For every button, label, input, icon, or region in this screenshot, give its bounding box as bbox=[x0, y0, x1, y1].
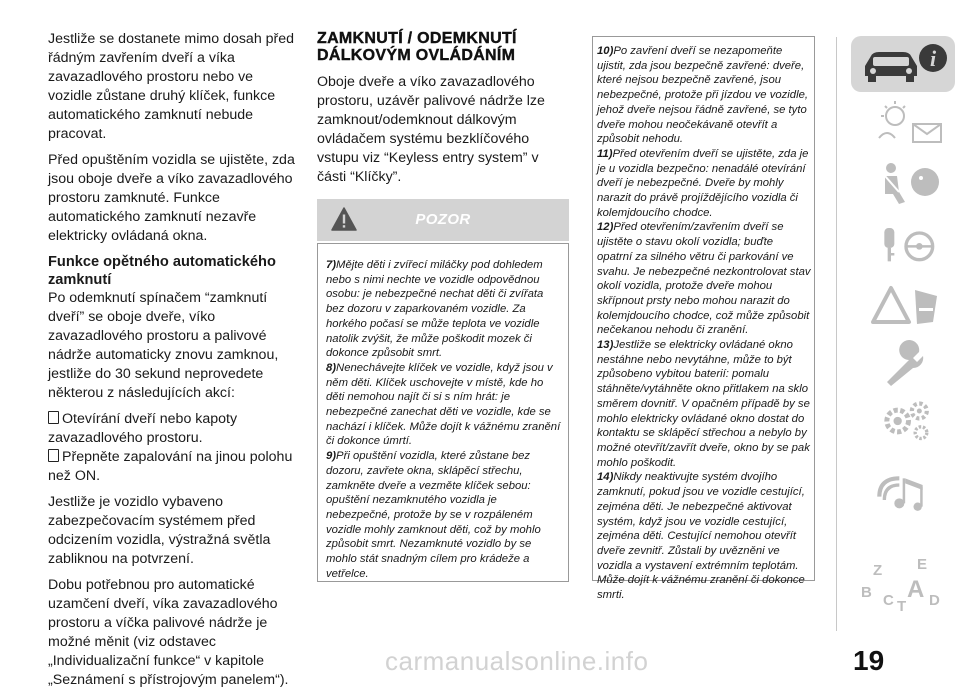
warning-note bbox=[326, 258, 564, 361]
bullet-text: Přepněte zapalování na jinou polohu než ON. bbox=[48, 449, 293, 484]
warning-note bbox=[597, 470, 811, 602]
note-number: 9) bbox=[326, 450, 337, 463]
index-letter: E bbox=[917, 556, 928, 573]
note-number: 8) bbox=[326, 361, 337, 374]
note-text: Nikdy neaktivujte systém dvojího zamknutí, pokud jsou ve vozidle cestující, zejména děti. Je nebezpečné aktivovat systém, když jsou ve vozidle cestující, zejména děti. Cestující nemohou otevřít dveře zevnitř. Zůstali by uvězněni ve vozidla a vystavení extrémním teplotám. Může dojít k vážnému zranění či dokonce smrti. bbox=[597, 471, 805, 602]
warning-note bbox=[597, 147, 811, 221]
alphabet-index-icon[interactable] bbox=[851, 556, 951, 626]
multimedia-music-icon[interactable] bbox=[851, 470, 951, 520]
note-number: 14) bbox=[597, 471, 614, 484]
note-text: Před otevřením dveří se ujistěte, zda je je u vozidla bezpečno: nenadálé otevírání dveří je nebezpečné. Dveře by mohly narazit do právě projíždějícího vozidla či kolemjdoucího chodce. bbox=[597, 147, 809, 219]
key-steering-wheel-icon[interactable] bbox=[851, 218, 951, 268]
page-number: 19 bbox=[853, 645, 885, 676]
warning-note bbox=[326, 449, 564, 581]
note-text: Při opuštění vozidla, které zůstane bez dozoru, zavřete okna, sklápěcí střechu, zamkněte dveře a vezměte klíček sebou: opuštění nezamknutého vozidla je nebezpečné, protože by se v rozpáleném vozidle mohly zamknout děti, což by mohlo způsobit smrt. Nezamknuté vozidlo by se mohlo stát snadným cílem pro krádeže a vetřelce. bbox=[326, 450, 541, 580]
index-letter: B bbox=[861, 584, 872, 601]
heading-auto-relock: Funkce opětného automatického zamknutí bbox=[48, 254, 276, 288]
note-number: 11) bbox=[597, 147, 613, 160]
note-number: 10) bbox=[597, 45, 614, 57]
warning-notes-continued bbox=[597, 44, 811, 603]
note-text: Nenechávejte klíček ve vozidle, když jsou v něm děti. Klíček uschovejte v místě, kde ho děti nemohou najít či si s ním hrát: je nebezpečné zanechat děti ve vozidle, kde se nachází i klíček. Může dojít k vážnému zranění či dokonce úmrtí. bbox=[326, 361, 561, 448]
warning-box-continued bbox=[592, 36, 815, 602]
note-text: Jestliže se elektricky ovládané okno nestáhne nebo nevytáhne, může to být způsobeno vybitou baterií: pomalu stáhněte/vytáhněte okno přitlakem na sklo směrem dovnitř. V opačném případě by se mohlo elektricky ovládané okno dostat do kontaktu se sklápěcí střechou a nebylo by možné otevřít/zavřít dveře, okno by se pak mohlo poškodit. bbox=[597, 339, 810, 469]
checkbox-bullet-icon bbox=[48, 411, 59, 424]
watermark: carmanualsonline.info bbox=[385, 646, 649, 676]
index-letter: T bbox=[897, 598, 907, 615]
bullet-text: Otevírání dveří nebo kapoty zavazadlového prostoru. bbox=[48, 411, 238, 446]
wrench-icon[interactable] bbox=[851, 340, 951, 390]
note-number: 12) bbox=[597, 221, 614, 234]
paragraph-hazard-lights: Jestliže je vozidlo vybaveno zabezpečovacím systémem před odcizením vozidla, výstražná světla zabliknou na potvrzení. bbox=[48, 494, 271, 567]
bullet-ignition bbox=[48, 448, 300, 486]
note-text: Po zavření dveří se nezapomeňte ujistit, zda jsou bezpečně zavřené: dveře, které nejsou bezpečně zavřené, jsou nebezpečné, protože při jízdou ve vozidle, jehož dveře nejsou řádně zavřené, se tyto dveře mohou neočekávaně otevřít a způsobit nehodu. bbox=[597, 45, 809, 146]
warning-note bbox=[597, 44, 811, 147]
warning-box bbox=[317, 243, 569, 582]
warning-triangle-icon[interactable] bbox=[851, 282, 951, 332]
gears-icon[interactable] bbox=[851, 396, 951, 446]
paragraph-change-time: Dobu potřebnou pro automatické uzamčení dveří, víka zavazadlového prostoru a víčka palivové nádrže je možné měnit (viz odstavec „Individualizační funkce“ v kapitole „Seznámení s přístrojovým panelem“). bbox=[48, 577, 289, 688]
chapter-sidebar bbox=[846, 36, 960, 616]
paragraph-auto-lock-range: Jestliže se dostanete mimo dosah před řádným zavřením dveří a víka zavazadlového prostoru nebo ve vozidle zůstane druhý klíček, funkce automatického zamknutí nebude pracovat. bbox=[48, 31, 295, 142]
sidebar-divider bbox=[836, 37, 837, 631]
bullet-open-doors bbox=[48, 410, 300, 448]
warning-header bbox=[317, 199, 569, 241]
note-text: Mějte děti i zvířecí miláčky pod dohledem nebo s nimi nechte ve vozidle odpovědnou osobu: je nebezpečné nechat děti či zvířata bez dozoru v zaparkovaném vozidle. Za horkého počasí se může teplota ve vozidle natolik zvýšit, že může poškodit mozek či dokonce způsobit smrt. bbox=[326, 259, 544, 360]
dashboard-warning-lights-icon[interactable] bbox=[851, 98, 951, 148]
index-letter: Z bbox=[873, 562, 883, 579]
warning-note bbox=[597, 220, 811, 338]
warning-notes bbox=[326, 258, 564, 581]
section-title: ZAMKNUTÍ / ODEMKNUTÍ DÁLKOVÝM OVLÁDÁNÍM bbox=[317, 30, 517, 64]
paragraph-remote-lock: Oboje dveře a víko zavazadlového prostoru, uzávěr palivové nádrže lze zamknout/odemknout dálkovým ovládačem systému bezklíčového vstupu viz “Keyless entry system” v části “Klíčky”. bbox=[317, 74, 545, 185]
note-text: Před otevřením/zavřením dveří se ujistěte o stavu okolí vozidla; buďte opatrní za silného větru či parkování ve svahu. Je nebezpečné nezkontrolovat stav okolí vozidla, protože dveře mohou skřípnout prsty nebo mohou narazit do kolemjdoucího chodce, což může způsobit nečekanou nehodu či zranění. bbox=[597, 221, 811, 337]
index-letter: D bbox=[929, 592, 940, 609]
note-number: 13) bbox=[597, 339, 614, 352]
checkbox-bullet-icon bbox=[48, 449, 59, 462]
car-info-icon bbox=[851, 36, 955, 92]
index-letter: C bbox=[883, 592, 894, 609]
svg-text:i: i bbox=[929, 46, 937, 71]
index-letter: A bbox=[907, 576, 925, 603]
seatbelt-airbag-icon[interactable] bbox=[851, 158, 951, 208]
warning-note bbox=[597, 338, 811, 470]
paragraph-before-leaving: Před opuštěním vozidla se ujistěte, zda jsou oboje dveře a víko zavazadlového prostoru zamknuté. Funkce automatického zamknutí nezavře elektricky ovládaná okna. bbox=[48, 152, 295, 244]
sidebar-tab-active[interactable] bbox=[851, 36, 955, 92]
paragraph-auto-relock: Po odemknutí spínačem “zamknutí dveří” se oboje dveře, víko zavazadlového prostoru a palivové nádrže automaticky znovu zamknou, jestliže do 30 sekund neprovedete některou z následujících akcí: bbox=[48, 290, 279, 401]
note-number: 7) bbox=[326, 259, 337, 271]
warning-note bbox=[326, 361, 564, 449]
body-column-middle bbox=[317, 0, 569, 580]
body-column-left bbox=[48, 30, 300, 697]
warning-title: POZOR bbox=[415, 211, 471, 228]
